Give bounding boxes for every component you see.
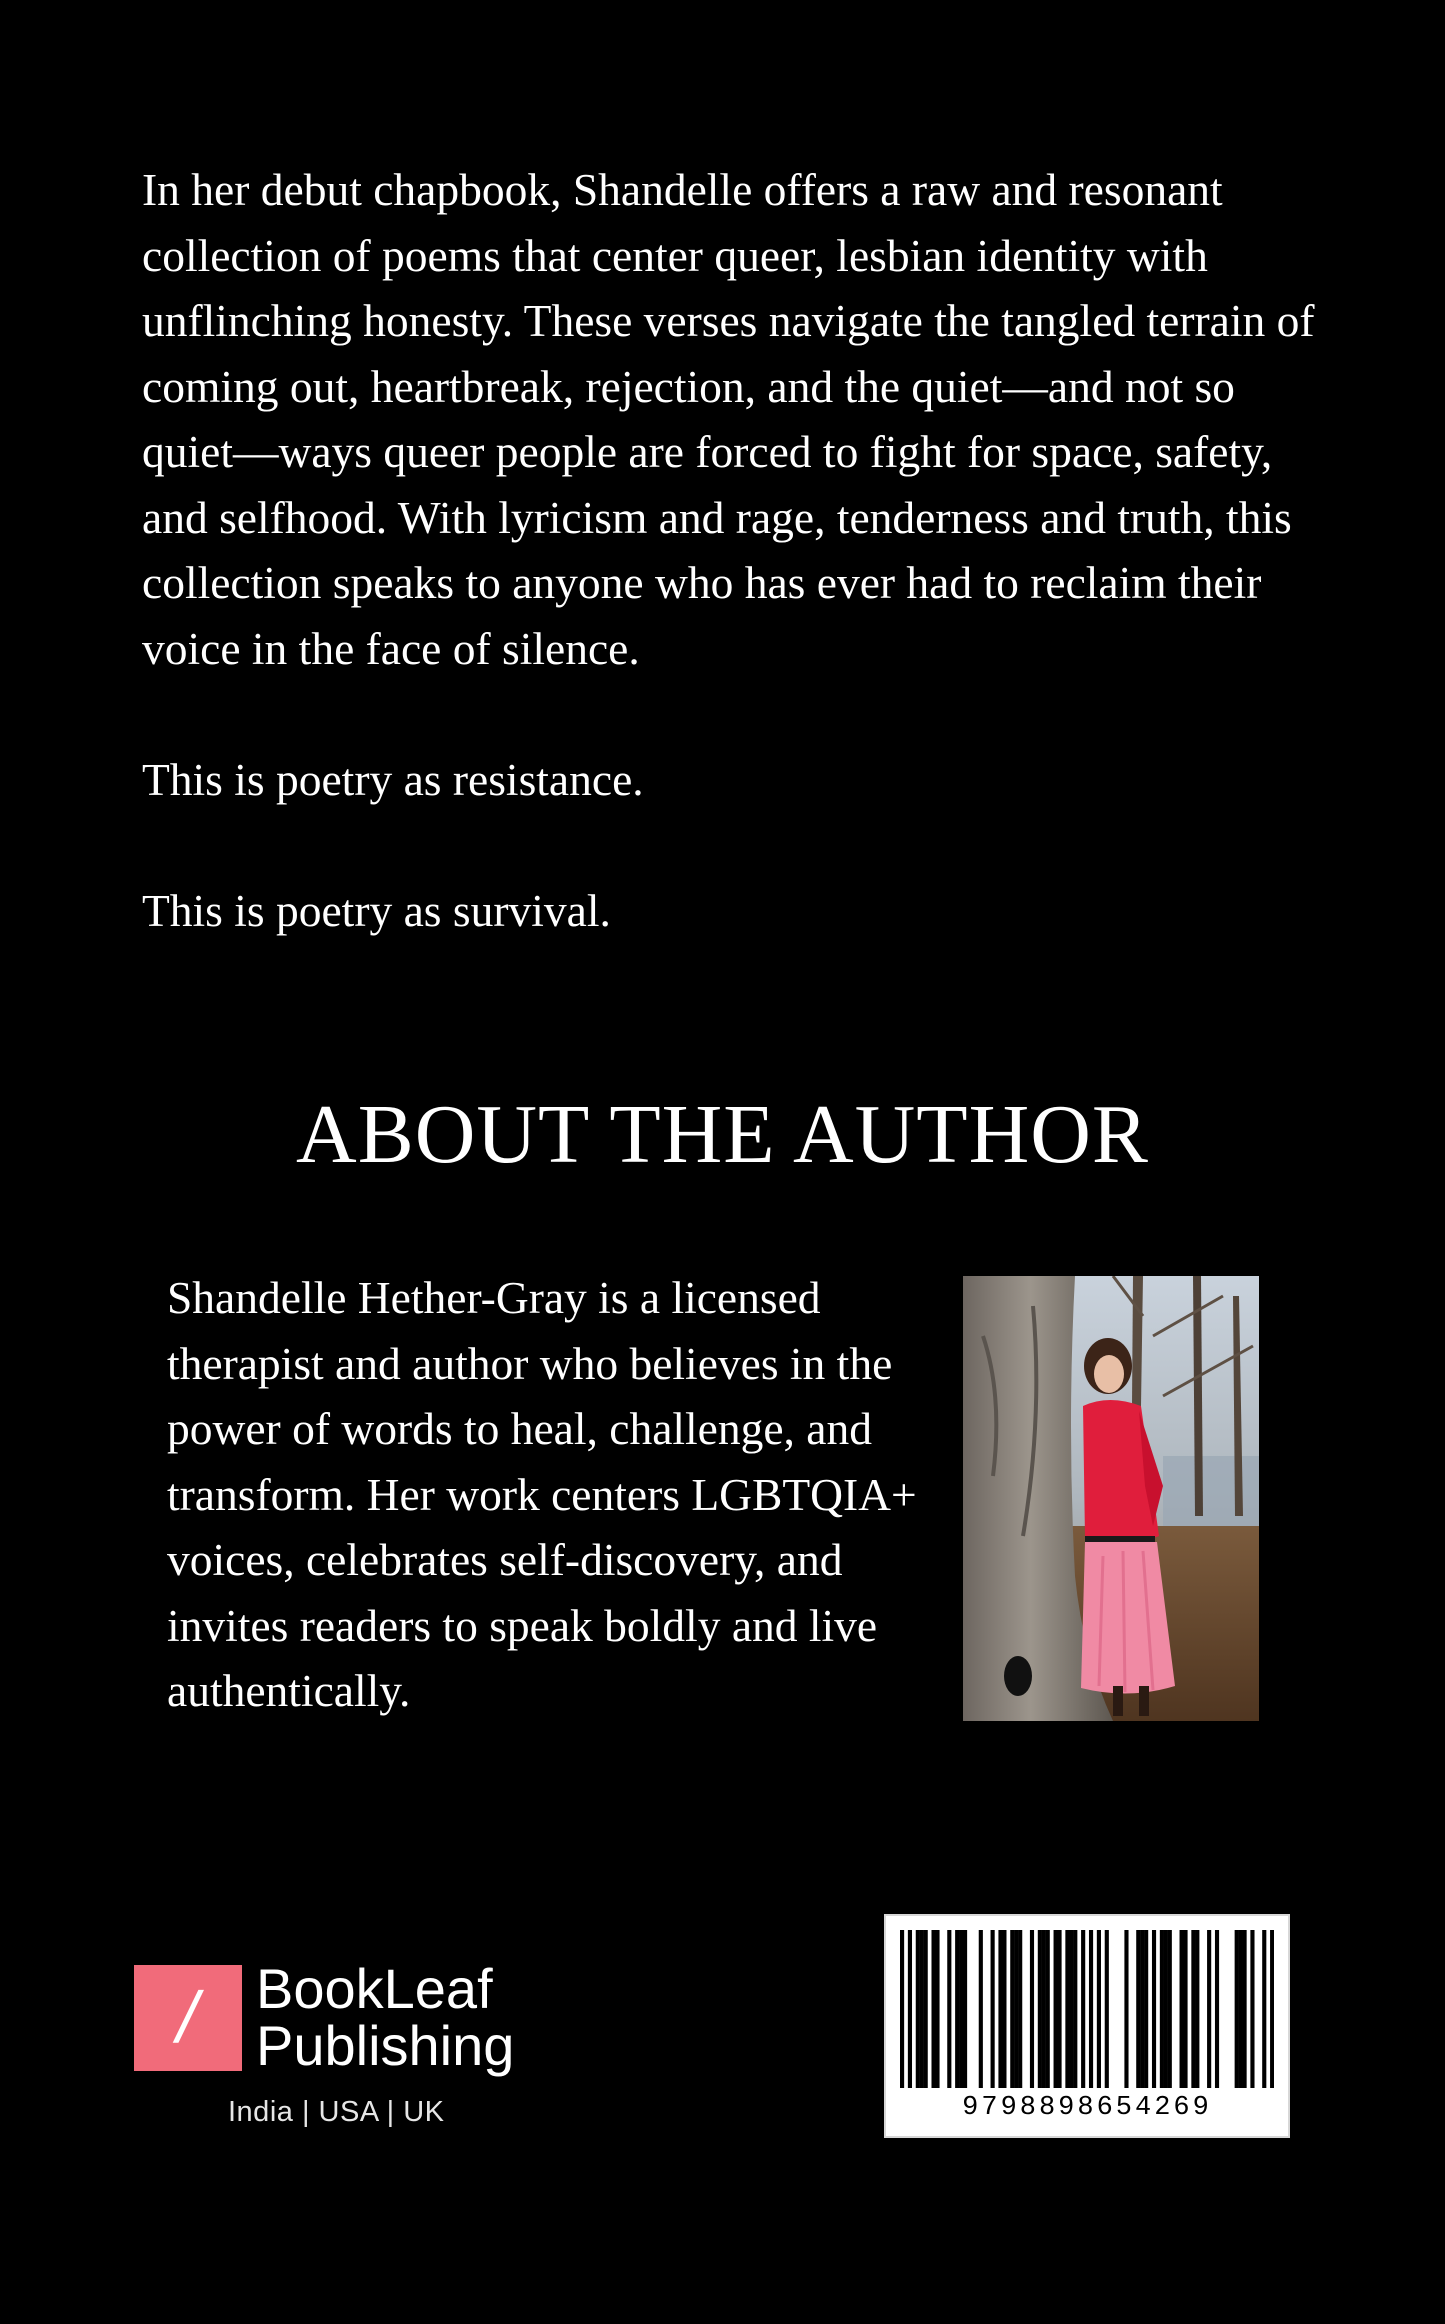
isbn-number: 9798898654269 <box>962 2093 1212 2123</box>
barcode-bar <box>1069 1930 1073 2088</box>
barcode-bar <box>931 1930 935 2088</box>
barcode-bar <box>1243 1930 1247 2088</box>
barcode-bar <box>1030 1930 1034 2088</box>
barcode-bar <box>1152 1930 1156 2088</box>
barcode-bar <box>916 1930 920 2088</box>
barcode-bar <box>1073 1930 1077 2088</box>
barcode-bar <box>1164 1930 1168 2088</box>
isbn-barcode <box>884 1914 1290 2138</box>
barcode-bar <box>998 1930 1002 2088</box>
barcode-bar <box>920 1930 924 2088</box>
barcode-bars <box>900 1930 1274 2088</box>
blurb-paragraph: In her debut chapbook, Shandelle offers a raw and resonant collection of poems that center queer, lesbian identity with unflinching honesty. These verses navigate the tangled terrain of coming out, heartbreak, rejection, and the quiet—and not so quiet—ways queer people are forced to fight for space, safety, and selfhood. With lyricism and rage, tenderness and truth, this collection speaks to anyone who has ever had to reclaim their voice in the face of silence. <box>142 164 1315 674</box>
barcode-bar <box>924 1930 928 2088</box>
barcode-bar <box>947 1930 951 2088</box>
barcode-bar <box>935 1930 939 2088</box>
bookleaf-mark-icon <box>134 1965 242 2071</box>
barcode-bar <box>1262 1930 1266 2088</box>
barcode-bar <box>1057 1930 1061 2088</box>
author-bio: Shandelle Hether-Gray is a licensed therapist and author who believes in the power of words to heal, challenge, and transform. Her work centers LGBTQIA+ voices, celebrates self-discovery, and invites readers to speak boldly and live authentically. <box>167 1272 917 1716</box>
barcode-bar <box>1136 1930 1140 2088</box>
back-cover-blurb <box>142 157 1317 943</box>
barcode-bar <box>1002 1930 1006 2088</box>
barcode-bar <box>1235 1930 1239 2088</box>
barcode-bar <box>1081 1930 1085 2088</box>
barcode-bar <box>1046 1930 1050 2088</box>
barcode-bar <box>1270 1930 1274 2088</box>
barcode-bar <box>900 1930 904 2088</box>
barcode-bar <box>1140 1930 1144 2088</box>
publisher-regions: India | USA | UK <box>228 2096 445 2128</box>
barcode-bar <box>1191 1930 1195 2088</box>
barcode-bar <box>1105 1930 1109 2088</box>
barcode-bar <box>1054 1930 1058 2088</box>
barcode-bar <box>1207 1930 1211 2088</box>
blurb-tagline-resistance: This is poetry as resistance. <box>142 753 644 805</box>
barcode-bar <box>1042 1930 1046 2088</box>
bookleaf-mark-slash: / <box>169 1978 207 2058</box>
barcode-bar <box>1038 1930 1042 2088</box>
barcode-bar <box>1124 1930 1128 2088</box>
barcode-bar <box>1239 1930 1243 2088</box>
barcode-bar <box>1065 1930 1069 2088</box>
publisher-name-line-2: Publishing <box>256 2014 515 2077</box>
barcode-bar <box>1144 1930 1148 2088</box>
barcode-bar <box>959 1930 963 2088</box>
barcode-bar <box>1089 1930 1093 2088</box>
barcode-bar <box>1160 1930 1164 2088</box>
blurb-tagline-survival: This is poetry as survival. <box>142 884 611 936</box>
barcode-bar <box>1215 1930 1219 2088</box>
barcode-bar <box>955 1930 959 2088</box>
barcode-bar <box>979 1930 983 2088</box>
publisher-name-line-1: BookLeaf <box>256 1957 493 2020</box>
publisher-name <box>256 1957 515 2077</box>
barcode-bar <box>1183 1930 1187 2088</box>
barcode-bar <box>1097 1930 1101 2088</box>
barcode-bar <box>1018 1930 1022 2088</box>
barcode-bar <box>1014 1930 1018 2088</box>
barcode-bar <box>991 1930 995 2088</box>
barcode-bar <box>1168 1930 1172 2088</box>
barcode-bar <box>1180 1930 1184 2088</box>
about-the-author-heading: ABOUT THE AUTHOR <box>296 1088 1149 1181</box>
publisher-logo <box>134 1957 554 2140</box>
author-photo <box>963 1276 1259 1721</box>
barcode-bar <box>908 1930 912 2088</box>
barcode-bar <box>1195 1930 1199 2088</box>
barcode-bar <box>1010 1930 1014 2088</box>
barcode-bar <box>963 1930 967 2088</box>
barcode-bar <box>1250 1930 1254 2088</box>
